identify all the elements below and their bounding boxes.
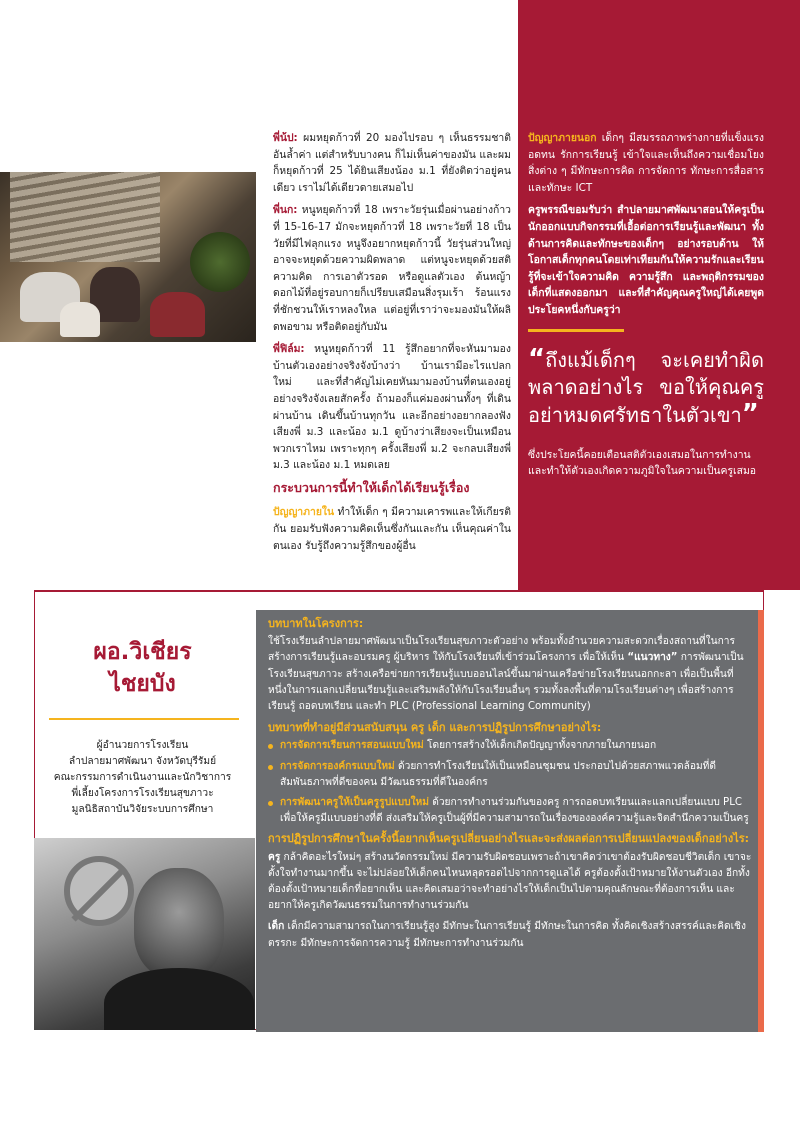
profile-title-line: มูลนิธิสถาบันวิจัยระบบการศึกษา (71, 804, 214, 815)
bullet-text: โดยการสร้างให้เด็กเกิดปัญญาทั้งจากภายในภายนอก (423, 740, 657, 752)
list-item (268, 795, 752, 827)
paragraph-text: เด็กๆ มีสมรรถภาพร่างกายที่แข็งแรง อดทน รักการเรียนรู้ เข้าใจและเห็นถึงความเชื่อมโยงสิ่งต่าง ๆ มีทักษะการคิด การจัดการ ทักษะการสื่อสาร และทักษะ ICT (528, 132, 764, 194)
paragraph-text: เด็กมีความสามารถในการเรียนรู้สูง มีทักษะในการเรียนรู้ มีทักษะในการคิด ทั้งคิดเชิงสร้างสรรค์และคิดเชิงตรรกะ มีทักษะการจัดการความรู้ มีทักษะการทำงานร่วมกัน (268, 921, 746, 949)
topic-label: ปัญญาภายนอก (528, 132, 597, 144)
list-item (268, 759, 752, 791)
paragraph-text: ใช้โรงเรียนลำปลายมาศพัฒนาเป็นโรงเรียนสุขภาวะตัวอย่าง พร้อมทั้งอำนวยความสะดวกเรื่องสถานที่ในการสร้างการเรียนรู้และอบรมครู ผู้บริหาร ให้กับโรงเรียนที่เข้าร่วมโครงการ เพื่อให้เห็น (268, 636, 735, 664)
profile-name (40, 636, 245, 700)
portrait-shirt (104, 968, 254, 1030)
pull-quote (528, 343, 764, 429)
details-text (268, 616, 752, 957)
details-heading: บทบาทที่ทำอยู่มีส่วนสนับสนุน ครู เด็ก และการปฏิรูปการศึกษาอย่างไร: (268, 721, 602, 735)
close-quote-mark: ” (741, 398, 759, 429)
open-quote-mark: “ (528, 343, 546, 374)
role-bullet-list (268, 738, 752, 827)
bullet-label: การจัดการเรียนการสอนแบบใหม่ (280, 740, 424, 752)
student-quote-paragraph (273, 202, 511, 335)
bullet-label: การพัฒนาครูให้เป็นครูรูปแบบใหม่ (280, 797, 429, 809)
learning-paragraph (273, 504, 511, 554)
paragraph-text: กล้าคิดอะไรใหม่ๆ สร้างนวัตกรรมใหม่ มีความรับผิดชอบเพราะถ้าเขาคิดว่าเขาต้องรับผิดชอบชีวิตเด็ก เขาจะตั้งใจทำงานมากขึ้น จะไม่ปล่อยให้เด็กคนไหนหลุดรอดไปจากการดูแลได้ ครูต้องตั้งเป้าหมายให้งานตัวเอง อีกทั้งต้องตั้งเป้าหมายเด็กที่อยากเห็น และคิดเสมอว่าจะทำอย่างไรให้เด็กเป็นไปตามคุณลักษณะที่ต้องการเห็น และอยากให้ครูเกิดวัฒนธรรมในการทำงานร่วมกัน (268, 851, 752, 912)
potted-plant (190, 232, 250, 292)
closing-paragraph: ซึ่งประโยคนี้คอยเตือนสติตัวเองเสมอในการทำงาน และทำให้ตัวเองเกิดความภูมิใจในความเป็นครูเสมอ (528, 448, 757, 478)
profile-title-line: คณะกรรมการดำเนินงานและนักวิชาการ (53, 772, 232, 783)
speaker-label: พี่ฟิล์ม: (273, 343, 305, 356)
bullet-text: ด้วยการทำโรงเรียนให้เป็นเหมือนชุมชน ประกอบไปด้วยสภาพแวดล้อมที่ดี สัมพันธภาพที่ดีของคน มีวัฒนธรรมที่ดีในองค์กร (280, 760, 716, 788)
bullet-text: ด้วยการทำงานร่วมกันของครู การถอดบทเรียนและแลกเปลี่ยนแบบ PLC เพื่อให้ครูมีแบบอย่างที่ดี ส่งเสริมให้ครูเป็นผู้ที่มีความสามารถในเรื่องขององค์ความรู้และจิตสำนึกความเป็นครู (280, 797, 749, 825)
no-sign-graphic (64, 856, 134, 926)
student-quote-paragraph (273, 341, 511, 474)
profile-divider (49, 718, 239, 720)
details-paragraph (268, 919, 752, 951)
section-heading: กระบวนการนี้ทำให้เด็กได้เรียนรู้เรื่อง (273, 479, 470, 495)
teacher-statement: ครูพรรณีขอมรับว่า สำปลายมาศพัฒนาสอนให้ครูเป็นนักออกแบบกิจกรรมที่เอื้อต่อการเรียนรู้และพัฒนา ทั้งด้านการคิดและทักษะของเด็กๆ อย่างรอบด้าน ให้โอกาสเด็กทุกคนโดยเท่าเทียมกันให้ความรักและเรียนรู้ที่จะเข้าใจความคิด ความรู้สึก และพฤติกรรมของเด็กที่แสดงออกมา และที่สำคัญคุณครูใหญ่ได้เคยพูดประโยคหนึ่งกับครูว่า (528, 204, 764, 316)
details-heading: บทบาทในโครงการ: (268, 617, 364, 630)
speaker-label: พี่นก: (273, 204, 298, 217)
speaker-label: พี่น้ป: (273, 132, 298, 144)
portrait-face (134, 868, 224, 978)
paragraph-text: หนูหยุดก้าวที่ 11 รู้สึกอยากที่จะหันมามองบ้านตัวเองอย่างจริงจังบ้างว่า บ้านเรามีอะไรแปลกใหม่ และที่สำคัญไม่เคยหันมามองบ้านที่ตนเองอยู่อย่างจริงจังเลยสักครั้ง ถ้ามองก็แค่มองผ่านทั้งๆ ที่เดินผ่านบ้าน เดินขึ้นบ้านทุกวัน และอีกอย่างอยากลองฟังเสียงพี่ ม.3 และน้อง ม.1 ดูบ้างว่าเสียงจะเป็นเหมือนพวกเราไหม เพราะทุกๆ ครั้งเสียงพี่ ม.2 จะกลบเสียงพี่ ม.3 และน้อง ม.1 หมดเลย (273, 343, 511, 472)
profile-name-line: ผอ.วิเชียร (93, 639, 192, 665)
quote-divider (528, 329, 624, 332)
details-paragraph (268, 850, 752, 915)
accent-strip (758, 610, 764, 1032)
list-item (268, 738, 752, 754)
quote-text: ถึงแม้เด็กๆ จะเคยทำผิดพลาดอย่างไร ขอให้คุณครูอย่าหมดศรัทธาในตัวเขา (528, 347, 764, 427)
article-column-right (528, 130, 764, 486)
article-column-left (273, 130, 511, 560)
emphasis-text: เด็ก (268, 921, 285, 933)
details-paragraph (268, 634, 752, 715)
details-heading: การปฏิรูปการศึกษาในครั้งนี้อยากเห็นครูเปลี่ยนอย่างไรและจะส่งผลต่อการเปลี่ยนแปลงของเด็กอย่างไร: (268, 832, 750, 846)
profile-frame-top-border (34, 590, 764, 592)
paragraph-text: หนูหยุดก้าวที่ 18 เพราะวัยรุ่นเมื่อผ่านอย่างก้าวที่ 15-16-17 มักจะหยุดก้าวที่ 18 เพราะวัยที่ 18 เป็นวัยที่มีไฟลุกแรง หนูจึงอยากหยุดก้าวนี้ วัยรุ่นส่วนใหญ่อาจจะหยุดด้วยความผิดพลาด แต่หนูจะหยุดด้วยสติ ความคิด การเอาตัวรอด หรือดูแลตัวเอง ต้นหญ้า ดอกไม้ที่อยู่รอบกายก็เปรียบเสมือนสิ่งรุมเร้า ร้อนแรง ที่ชักชวนให้เราหลงใหล แต่อยู่ที่เราว่าจะมองมันให้ผลิดพอขาม หรือติดอยู่กับมัน (273, 204, 511, 333)
profile-title (40, 738, 245, 818)
students-on-stairs-photo (0, 172, 256, 342)
bullet-label: การจัดการองค์กรแบบใหม่ (280, 760, 395, 772)
director-portrait-photo (34, 838, 255, 1030)
topic-label: ปัญญาภายใน (273, 506, 335, 519)
paragraph-text: ผมหยุดก้าวที่ 20 มองไปรอบ ๆ เห็นธรรมชาติอันล้ำค่า แต่สำหรับบางคน ก็ไม่เห็นค่าของมัน และผมก็หยุดก้าวที่ 25 ได้ยินเสียงน้อง ม.1 ที่ยังติดว่าอยู่คนเดียว เราไม่ได้เดียวดายเสมอไป (273, 132, 511, 194)
learning-paragraph (528, 130, 764, 196)
profile-title-line: ผู้อำนวยการโรงเรียน (96, 740, 189, 751)
emphasis-text: ครู (268, 851, 281, 863)
student-quote-paragraph (273, 130, 511, 196)
profile-name-line: ไชยบัง (109, 671, 176, 697)
student-figure (150, 292, 205, 337)
profile-title-line: พี่เลี้ยงโครงการโรงเรียนสุขภาวะ (71, 788, 214, 799)
student-figure (60, 302, 100, 337)
paragraph-text: การพัฒนาเป็นโรงเรียนสุขภาวะ สร้างเครือข่ายการเรียนรู้แบบออนไลน์ขึ้นมาผ่านเครือข่ายโรงเรียนนอกกะลา เพื่อเป็นพื้นที่หนึ่งในการแลกเปลี่ยนเรียนรู้และเสริมพลังให้กับโรงเรียนอื่นๆ รวมทั้งลงพื้นที่ตามโรงเรียนต่างๆ เพื่อสร้างการเรียนรู้ ถอดบทเรียน และทำ PLC (Professional Learning Community) (268, 652, 744, 713)
profile-title-line: ลำปลายมาศพัฒนา จังหวัดบุรีรัมย์ (68, 756, 217, 767)
emphasis-text: “แนวทาง” (627, 652, 678, 664)
wooden-stairs (10, 172, 160, 262)
paragraph-text: ทำให้เด็ก ๆ มีความเคารพและให้เกียรติกัน ยอมรับฟังความคิดเห็นซึ่งกันและกัน เห็นคุณค่าในตนเอง รับรู้ถึงความรู้สึกของผู้อื่น (273, 506, 511, 552)
